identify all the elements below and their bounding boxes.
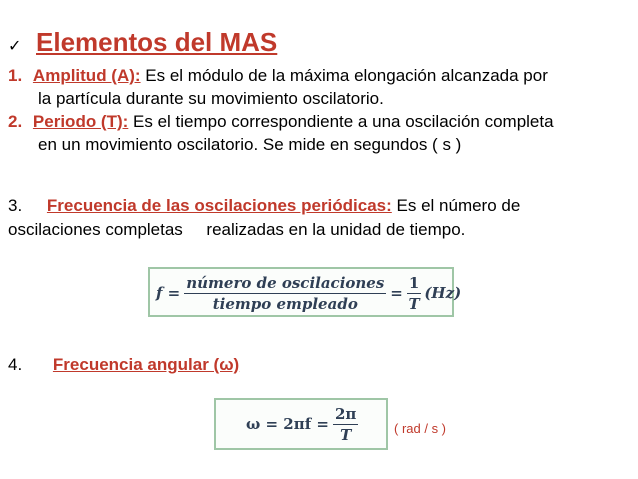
item-number: 3.	[8, 196, 23, 215]
formula-numerator-2: 1	[408, 273, 420, 292]
page-title: Elementos del MAS	[36, 27, 278, 57]
item-number: 4.	[8, 355, 23, 374]
unit-label: ( rad / s )	[394, 421, 447, 436]
item-text: Es el módulo de la máxima elongación alcanzada por	[140, 66, 548, 85]
item-amplitud-line2: la partícula durante su movimiento oscilatorio.	[38, 89, 384, 108]
item-frecuencia	[8, 195, 520, 217]
item-periodo	[8, 111, 554, 133]
formula-numerator: número de oscilaciones	[186, 273, 385, 292]
checkmark-icon: ✓	[8, 38, 22, 55]
item-amplitud	[8, 65, 548, 87]
formula-frecuencia	[156, 273, 462, 313]
item-frecuencia-line2: oscilaciones completas realizadas en la unidad de tiempo.	[8, 220, 466, 239]
formula-unit: (Hz)	[424, 284, 462, 302]
formula-angular	[246, 406, 358, 442]
item-text: Es el tiempo correspondiente a una oscilación completa	[128, 112, 554, 131]
formula-fraction-2	[407, 274, 421, 313]
item-frecuencia-angular	[8, 354, 239, 376]
item-label: Frecuencia angular (ω)	[52, 355, 240, 374]
formula-fraction	[184, 274, 386, 313]
formula-frecuencia-box	[148, 267, 462, 317]
formula-equals: =	[390, 284, 403, 302]
item-number: 1.	[8, 66, 23, 85]
formula-denominator: T	[340, 425, 352, 444]
formula-fraction	[333, 405, 358, 444]
formula-angular-box	[214, 398, 388, 450]
item-label: Frecuencia de las oscilaciones periódicas:	[46, 196, 392, 215]
formula-lhs: ω = 2πf =	[246, 415, 329, 433]
formula-denominator-2: T	[408, 294, 420, 313]
item-label: Amplitud (A):	[32, 66, 141, 85]
item-periodo-line2: en un movimiento oscilatorio. Se mide en segundos ( s )	[38, 135, 462, 154]
formula-lhs: f =	[156, 284, 181, 302]
item-number: 2.	[8, 112, 23, 131]
item-text: Es el número de	[391, 196, 521, 215]
formula-numerator: 2π	[334, 404, 357, 423]
item-label: Periodo (T):	[32, 112, 129, 131]
formula-denominator: tiempo empleado	[212, 294, 358, 313]
